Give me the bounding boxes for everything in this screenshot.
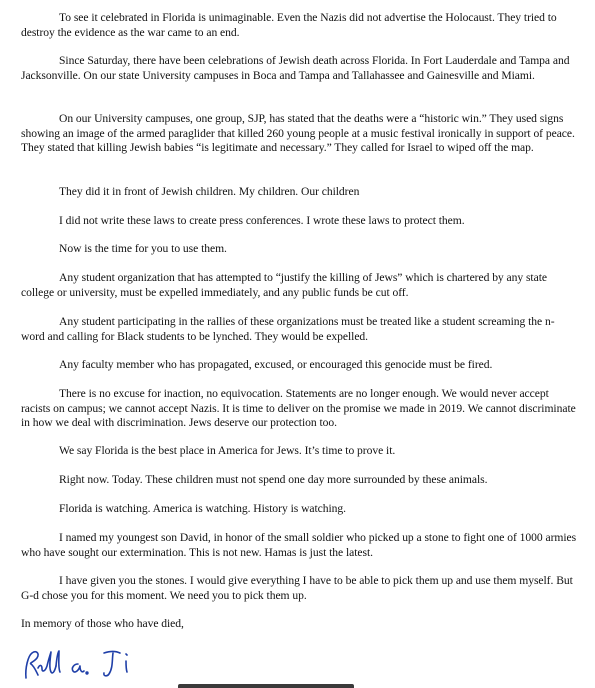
- paragraph-7: Any student organization that has attempted to “justify the killing of Jews” which is chartered by any state college or university, must be expelled immediately, and any public funds be cut off.: [21, 271, 547, 299]
- horizontal-scrollbar[interactable]: [178, 684, 354, 688]
- paragraph-6: Now is the time for you to use them.: [59, 242, 227, 255]
- handwritten-signature: [20, 644, 160, 684]
- paragraph-2: Since Saturday, there have been celebrations of Jewish death across Florida. In Fort Lauderdale and Tampa and Jacksonville. On our state University campuses in Boca and Tampa and Tallahassee and Gainesville and Miami.: [21, 54, 570, 82]
- paragraph-14: I named my youngest son David, in honor of the small soldier who picked up a stone to fight one of 1000 armies who have sought our extermination. This is not new. Hamas is just the latest.: [21, 531, 577, 559]
- paragraph-4: They did it in front of Jewish children. My children. Our children: [59, 185, 360, 198]
- paragraph-13: Florida is watching. America is watching. History is watching.: [59, 502, 347, 515]
- closing-line: In memory of those who have died,: [21, 617, 184, 630]
- paragraph-9: Any faculty member who has propagated, excused, or encouraged this genocide must be fired.: [59, 358, 493, 371]
- paragraph-1: To see it celebrated in Florida is unimaginable. Even the Nazis did not advertise the Holocaust. They tried to destroy the evidence as the war came to an end.: [21, 11, 557, 39]
- paragraph-15: I have given you the stones. I would give everything I have to be able to pick them up and use them myself. But G-d chose you for this moment. We need you to pick them up.: [21, 574, 573, 602]
- paragraph-5: I did not write these laws to create press conferences. I wrote these laws to protect them.: [59, 214, 465, 227]
- paragraph-10: There is no excuse for inaction, no equivocation. Statements are no longer enough. We would never accept racists on campus; we cannot accept Nazis. It is time to deliver on the promise we made in 2019. We cannot discriminate in how we deal with discrimination. Jews deserve our protection too.: [21, 387, 576, 430]
- paragraph-11: We say Florida is the best place in America for Jews. It’s time to prove it.: [59, 444, 396, 457]
- paragraph-8: Any student participating in the rallies of these organizations must be treated like a student screaming the n-word and calling for Black students to be lynched. They would be expelled.: [21, 315, 555, 343]
- paragraph-3: On our University campuses, one group, SJP, has stated that the deaths were a “historic win.” They used signs showing an image of the armed paraglider that killed 260 young people at a music festival ironically in support of peace. They stated that killing Jewish babies “is legitimate and necessary.” They called for Israel to wiped off the map.: [21, 112, 575, 155]
- paragraph-12: Right now. Today. These children must not spend one day more surrounded by these animals.: [59, 473, 488, 486]
